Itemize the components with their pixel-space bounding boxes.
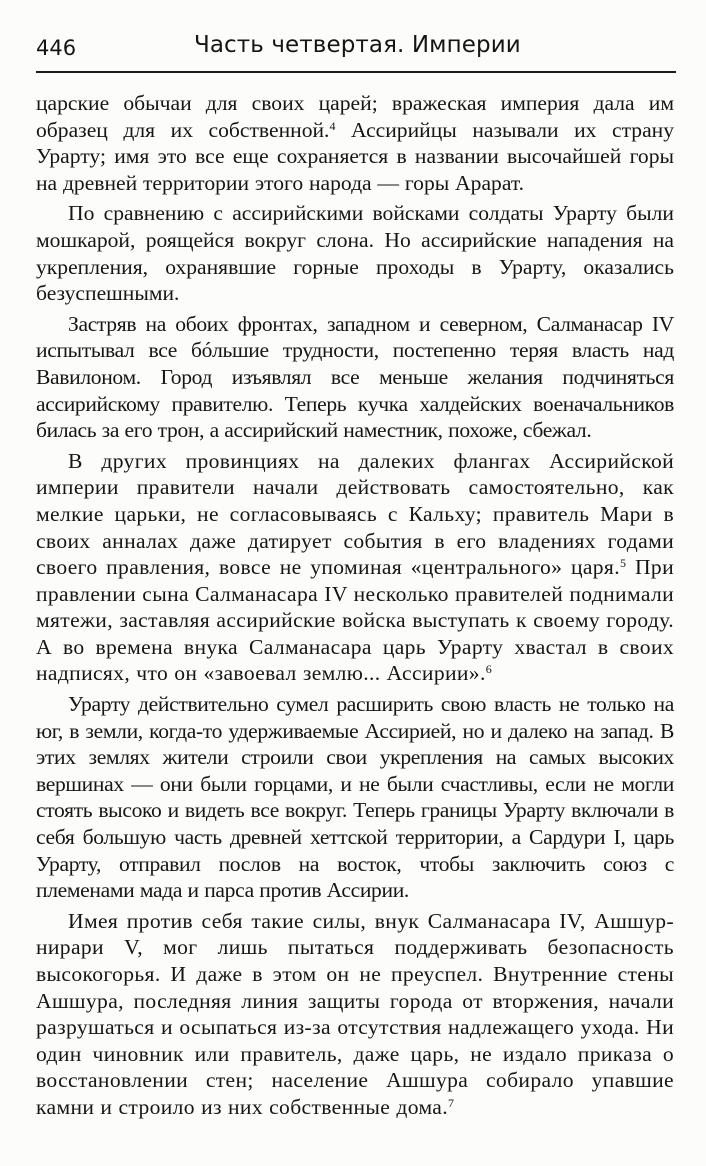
text-segment: Ассирийцы называли их страну Урарту; имя это все еще сохраняется в названии высочайшей горы на древней территории этого народа — горы Арарат. <box>36 117 675 195</box>
footnote-ref: 6 <box>485 662 493 677</box>
body-text <box>36 90 674 1125</box>
paragraph <box>36 200 674 306</box>
text-segment: В других провинциях на далеких флангах Ассирийской империи правители начали действовать самостоятельно, как мелкие царьки, не согласовываясь с Кальху; правитель Мари в своих анналах даже датирует события в его владениях годами своего правления, вовсе не упоминая «центрального» царя. <box>36 448 674 580</box>
text-segment: Урарту действительно сумел расширить свою власть не только на юг, в земли, когда-то удерживаемые Ассирией, но и далеко на запад. В этих землях жители строили свои укрепления на самых высоких вершинах — они были горцами, и не были счастливы, если не могли стоять высоко и видеть все вокруг. Теперь границы Урарту включали в себя большую часть древней хеттской территории, а Сардури I, царь Урарту, отправил послов на восток, чтобы заключить союз с племенами мада и парса против Ассирии. <box>36 692 674 903</box>
paragraph <box>36 311 674 444</box>
footnote-ref: 7 <box>448 1095 455 1110</box>
text-segment: Застряв на обоих фронтах, западном и северном, Салманасар IV испытывал все бóльшие трудности, постепенно теряя власть над Вавилоном. Город изъявлял все меньше желания подчиняться ассирийскому правителю. Теперь кучка халдейских военачальников билась за его трон, а ассирийский наместник, похоже, сбежал. <box>36 311 674 443</box>
text-segment: Имея против себя такие силы, внук Салманасара IV, Ашшур-нирари V, мог лишь пытаться поддерживать безопасность высокогорья. И даже в этом он не преуспел. Внутренние стены Ашшура, последняя линия защиты города от вторжения, начали разрушаться и осыпаться из-за отсутствия надлежащего ухода. Ни один чиновник или правитель, даже царь, не издало приказа о восстановлении стен; население Ашшура собирало упавшие камни и строило из них собственные дома. <box>36 908 674 1119</box>
page-number: 446 <box>36 36 77 60</box>
paragraph <box>36 908 674 1121</box>
running-title: Часть четвертая. Империи <box>194 32 521 58</box>
footnote-ref: 4 <box>329 118 336 133</box>
footnote-ref: 5 <box>619 556 627 571</box>
text-segment: По сравнению с ассирийскими войсками солдаты Урарту были мошкарой, роящейся вокруг слона. Но ассирийские нападения на укрепления, охранявшие горные проходы в Урарту, оказались безуспешными. <box>36 201 674 306</box>
text-segment: царские обычаи для своих царей; вражеская империя дала им образец для их собственной. <box>36 91 674 142</box>
running-head <box>36 26 672 70</box>
text-segment: При правлении сына Салманасара IV несколько правителей поднимали мятежи, заставляя ассирийские войска выступать к своему городу. А во времена внука Салманасара царь Урарту хвастал в своих надписях, что он «завоевал землю... Ассирии». <box>36 555 674 686</box>
paragraph <box>36 448 674 687</box>
paragraph <box>36 90 674 196</box>
paragraph <box>36 691 674 904</box>
header-rule <box>36 71 676 73</box>
